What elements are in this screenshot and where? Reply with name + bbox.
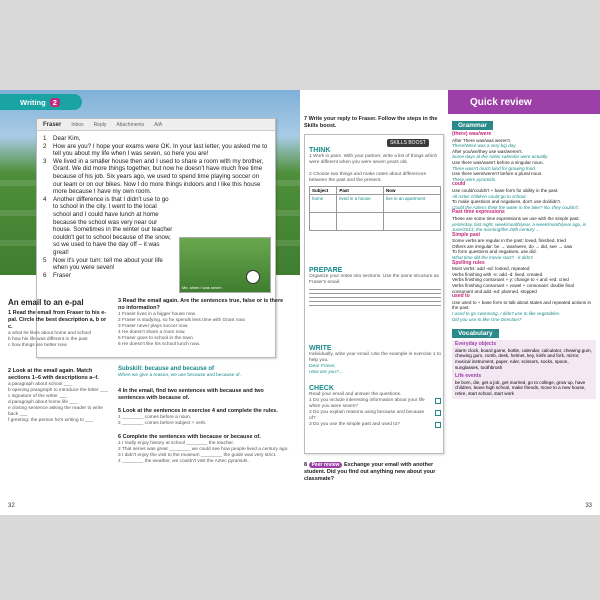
- email-paragraph: 6 Fraser: [43, 271, 71, 279]
- left-page: [0, 90, 300, 515]
- email-paragraph: 2 How are you? I hope your exams were OK. In your last letter, you asked me to tell you about my life when I was seven, so here you are!: [43, 142, 268, 158]
- vocab-life-events: Life events be born, die, get a job, get married, go to college, grow up, have children, leave high school, make friends, move to a new house, retire, start school, start work: [452, 372, 596, 398]
- write-section: WRITE Individually, write your email. Use the example in exercise 1 to help you. Dear Fraser, How are you?...: [309, 345, 441, 375]
- exercise-4: 4 In the email, find two sentences with because and two sentences with because of.: [118, 388, 264, 401]
- page-number: 32: [8, 503, 15, 509]
- exercise-3: 3 Read the email again. Are the sentences true, false or is there no information? 1 Fraser lives in a bigger house now. 2 Fraser is studying, so he spends less time with Grant now. 3 Fraser never plays soccer now. 4 He doesn't share a room now. 5 Fraser goes to school in the town. 6 He doesn't like his school lunch now.: [118, 298, 284, 347]
- check-section: CHECK Read your email and answer the questions. 1 Do you include interesting information about your life when you were seven? 2 Do you explain reasons using because and because of? 3 Do you use the simple past and used to?: [309, 385, 441, 428]
- check-item: 3 Do you use the simple past and used to?: [309, 422, 441, 428]
- soccer-ball-icon: [246, 270, 260, 284]
- checkbox[interactable]: [435, 422, 441, 428]
- checkbox[interactable]: [435, 410, 441, 416]
- vocabulary-label: Vocabulary: [452, 329, 499, 338]
- exercise-6: 6 Complete the sentences with because or because of. 1 I really enjoy history at school ________ the teacher. 2 That series was great ________ we could see how people lived a century ago. 3 I didn't enjoy the visit to the museum ________ the guide was very strict. 4 ________ the weather, we couldn't visit the Aztec pyramids.: [118, 434, 289, 464]
- notes-table: Subject Past Now home lived in a house live in an apartment: [309, 186, 441, 231]
- subskill-title: Subskill: because and because of: [118, 366, 215, 372]
- email-paragraph: 5 Now it's your turn: tell me about your life when you were seven!: [43, 256, 163, 272]
- email-field: Reply: [93, 121, 107, 128]
- writing-tab: [0, 94, 82, 110]
- writing-number: 2: [50, 98, 60, 107]
- vocab-everyday-objects: Everyday objects alarm clock, board game, bottle, calendar, calculator, chewing gum, chewing gum, comb, desk, helmet, key, knife and fork, mirror, musical instrument, paper, ruler, scissors, socks, spoon, sunglasses, toothbrush: [452, 340, 596, 372]
- exercise-2: 2 Look at the email again. Match sections 1–6 with descriptions a–f. a paragraph about school ___ b opening paragraph to introduce the letter ___ c signature of the writer ___ d paragraph about home life ___ e closing sentence asking the reader to write back ___ f greeting: the person he's writing to ___: [8, 368, 109, 423]
- check-item: 2 Do you explain reasons using because and because of?: [309, 410, 441, 422]
- exercise-7: 7 Write your reply to Fraser. Follow the steps in the Skills boost.: [304, 116, 438, 129]
- email-field: Attachments: [116, 121, 145, 128]
- email-field: Inbox: [71, 121, 84, 128]
- kids-soccer-photo: [179, 237, 271, 293]
- email-to: Fraser: [43, 121, 62, 128]
- email-header: [37, 119, 275, 131]
- skills-boost-notepad: [304, 134, 444, 454]
- think-section: THINK 1 Work in pairs. With your partner, write a list of things which were different when you were seven years old. 2 Choose two things and make notes about differences between the past and the present. Subject Past Now home lived in a house live in an apartment: [309, 147, 441, 231]
- section-heading: An email to an e-pal: [8, 298, 84, 307]
- peer-review-badge: Peer review: [309, 462, 343, 468]
- prepare-section: PREPARE Organize your notes into sections. Use the same structure as Fraser's email.: [309, 267, 441, 309]
- writing-label: Writing: [20, 97, 46, 107]
- checkbox[interactable]: [435, 398, 441, 404]
- quick-review-title: Quick review: [448, 90, 600, 114]
- right-page: [300, 90, 600, 515]
- quick-review-panel: [448, 90, 600, 515]
- subskill-box: Subskill: because and because of When we give a reason, we use because and because of.: [118, 366, 290, 379]
- photo-caption: Me, when I was seven: [182, 285, 222, 290]
- email-paragraph: 1 Dear Kim,: [43, 135, 81, 142]
- grammar-label: Grammar: [452, 121, 493, 130]
- email-paragraph: 3 We lived in a smaller house then and I used to share a room with my brother, Grant. We did more things together, but now he doesn't have much free time because of his job. Six years ago, we used to spend time playing soccer on our team or on our bikes. Now I do more things indoors and I like this house more because I have my own room.: [43, 157, 264, 196]
- email-field: A/A: [154, 121, 163, 128]
- grammar-body: (there) was/were After There was/was weren't. There/Were was a very big day. After you/we/they use was/weren't. Some days at the Aztec calendar were actually. Use there was/wasn't before a singular noun. There wasn't much land for growing food. Use there were/weren't before a plural noun. There were pyramids. could Use could/couldn't + base form for ability in the past. All Aztec children could go to school. To make questions and negatives, don't use do/didn't. Could the Aztecs think the water in the lake? No, they couldn't. Past time expressions These are some time expressions we use with the simple past: yesterday, last night, week/month/year, a week/month/year ago, in June/2013, the morning/the 20th century ... Simple past Some verbs are regular in the past: loved, finished, tried Others are irregular: be → was/were, do → did, see → saw To form questions and negatives, use did. What time did the movie start? - it didn't. Spelling rules Most verbs: add -ed: looked, repeated Verbs finishing with -e: add -d: lived, created Verbs finishing consonant + y: change to -i and -ied: cried Verbs finishing consonant + vowel + consonant: double final consonant and add -ed: planned, stopped used to Use used to + base form to talk about states and repeated actions in the past. I used to go swimming. I didn't use to like vegetables. Did you use to like One Direction?: [452, 131, 592, 322]
- exercise-8: 8 Peer review Exchange your email with another student. Did you find out anything new about your classmate?: [304, 462, 436, 482]
- check-item: 1 Do you include interesting information about your life when you were seven?: [309, 398, 441, 410]
- email-paragraph: 4 Another difference is that I didn't use to go to school in the city. I went to the local school and I could have lunch at home because the school was very near our house. Sometimes in the winter our teacher couldn't get to school because of the snow, so we used to have the day off – it was great!: [43, 195, 173, 256]
- skills-boost-label: SKILLS BOOST: [387, 139, 429, 147]
- exercise-5: 5 Look at the sentences in exercise 4 and complete the rules. 1 ________ comes before a noun. 2 ________ comes before subject + verb.: [118, 408, 278, 426]
- exercise-1: 1 Read the email from Fraser to his e-pal. Circle the best description a, b or c. a what he likes about home and school b how his life was different in the past c how things are better now: [8, 310, 107, 348]
- page-number: 33: [585, 503, 592, 509]
